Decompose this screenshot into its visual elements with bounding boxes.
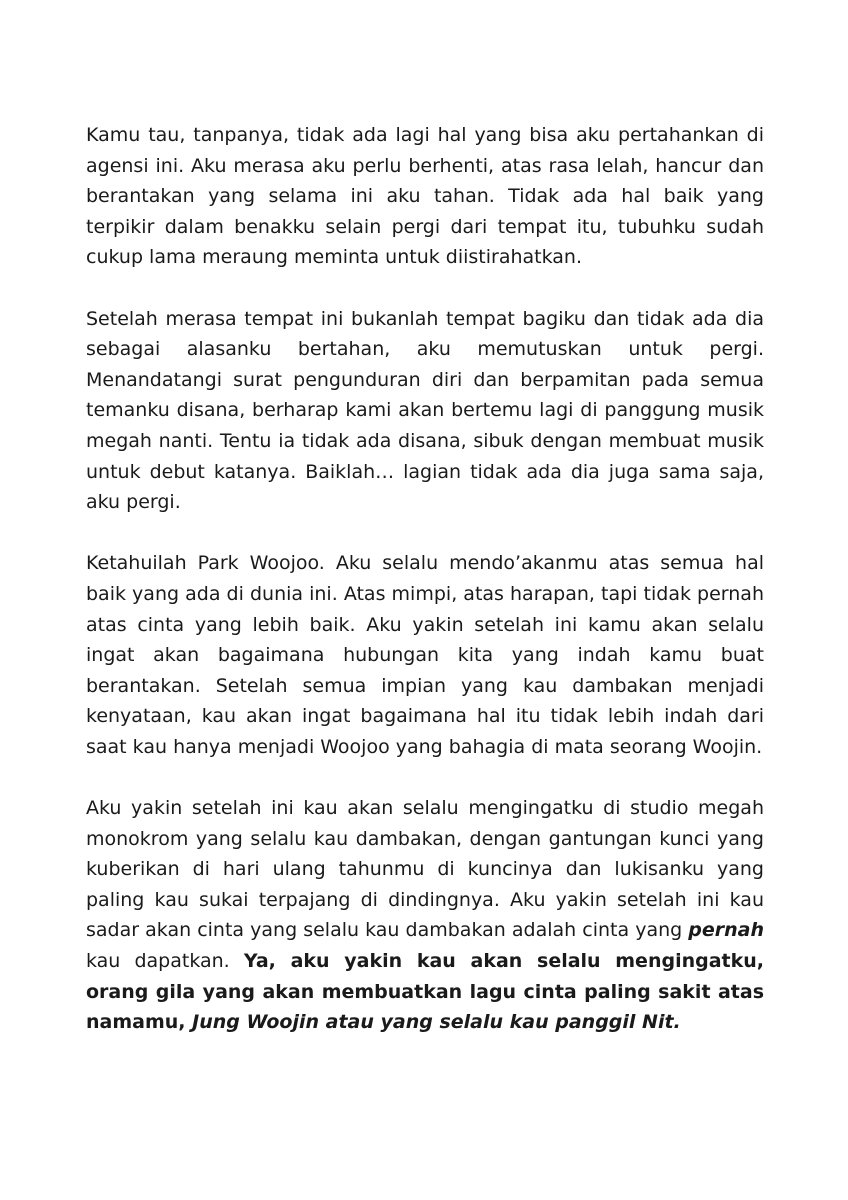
paragraph-4-bold-italic-text: Jung Woojin atau yang selalu kau panggil Nit.	[192, 1011, 681, 1034]
paragraph-4-emphasis: pernah	[688, 919, 764, 942]
paragraph-4	[86, 793, 764, 1038]
paragraph-3: Ketahuilah Park Woojoo. Aku selalu mendo’akanmu atas semua hal baik yang ada di dunia ini. Atas mimpi, atas harapan, tapi tidak pernah atas cinta yang lebih baik. Aku yakin setelah ini kamu akan selalu ingat akan bagaimana hubungan kita yang indah kamu buat berantakan. Setelah semua impian yang kau dambakan menjadi kenyataan, kau akan ingat bagaimana hal itu tidak lebih indah dari saat kau hanya menjadi Woojoo yang bahagia di mata seorang Woojin.	[86, 552, 764, 758]
paragraph-4-text-a: Aku yakin setelah ini kau akan selalu mengingatku di studio megah monokrom yang selalu kau dambakan, dengan gantungan kunci yang kuberikan di hari ulang tahunmu di kuncinya dan lukisanku yang paling kau sukai terpajang di dindingnya. Aku yakin setelah ini kau sadar akan cinta yang selalu kau dambakan adalah cinta yang	[86, 797, 764, 942]
document-page	[86, 120, 764, 1068]
paragraph-4-text-b: kau dapatkan.	[86, 950, 244, 973]
paragraph-2: Setelah merasa tempat ini bukanlah tempat bagiku dan tidak ada dia sebagai alasanku bertahan, aku memutuskan untuk pergi. Menandatangi surat pengunduran diri dan berpamitan pada semua temanku disana, berharap kami akan bertemu lagi di panggung musik megah nanti. Tentu ia tidak ada disana, sibuk dengan membuat musik untuk debut katanya. Baiklah… lagian tidak ada dia juga sama saja, aku pergi.	[86, 307, 764, 514]
paragraph-1: Kamu tau, tanpanya, tidak ada lagi hal yang bisa aku pertahankan di agensi ini. Aku merasa aku perlu berhenti, atas rasa lelah, hancur dan berantakan yang selama ini aku tahan. Tidak ada hal baik yang terpikir dalam benakku selain pergi dari tempat itu, tubuhku sudah cukup lama meraung meminta untuk diistirahatkan.	[86, 124, 764, 269]
paragraph-4-bold-text: Ya, aku yakin kau akan selalu mengingatku, orang gila yang akan membuatkan lagu cinta paling sakit atas namamu,	[86, 950, 764, 1034]
